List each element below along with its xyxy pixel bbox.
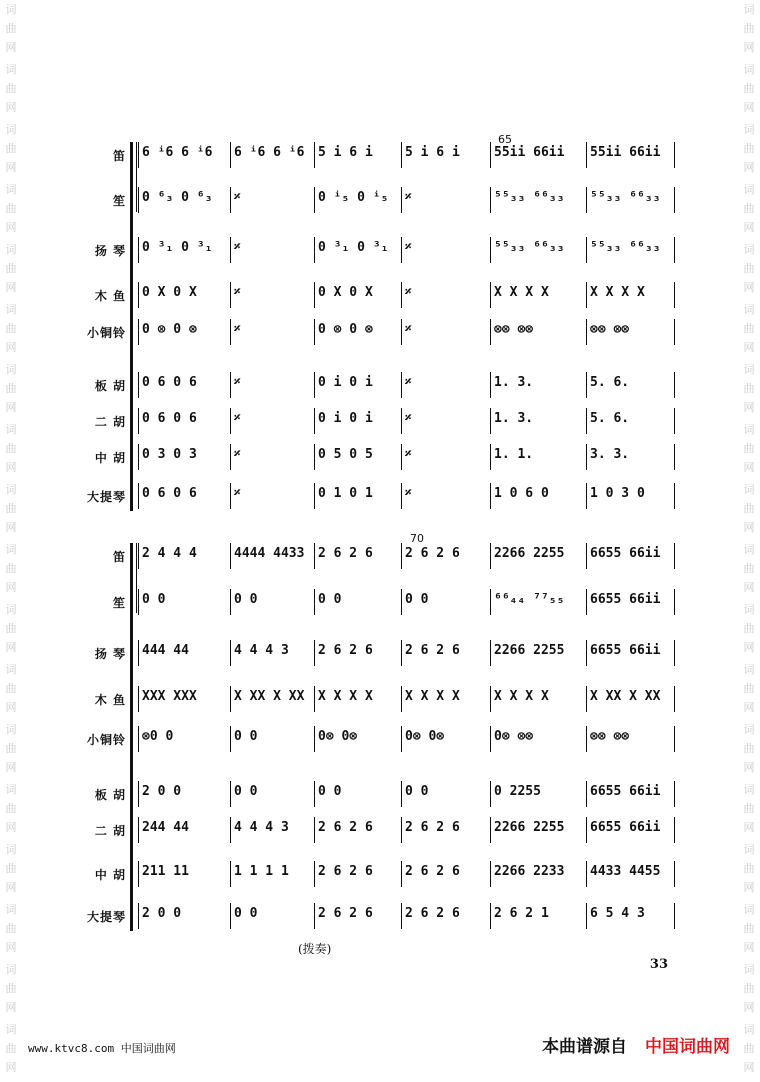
barline xyxy=(401,861,402,887)
barline xyxy=(674,142,675,168)
barline xyxy=(138,543,139,569)
barline xyxy=(230,726,231,752)
barline xyxy=(230,903,231,929)
instrument-name: 二 胡 xyxy=(94,415,126,429)
measure: 5. 6. xyxy=(590,411,630,426)
barline xyxy=(138,861,139,887)
barline xyxy=(401,372,402,398)
barline xyxy=(586,444,587,470)
barline xyxy=(314,282,315,308)
barline xyxy=(586,408,587,434)
measure: 2266 2255 xyxy=(494,643,565,658)
barline xyxy=(490,319,491,345)
instrument-name: 大提琴 xyxy=(86,490,126,504)
measure: 0 ⊗ 0 ⊗ xyxy=(142,322,197,337)
measure: 𝄎 xyxy=(405,486,412,501)
measure: 0 0 xyxy=(405,784,429,799)
barline xyxy=(674,543,675,569)
barline xyxy=(138,483,139,509)
measure: 2 0 0 xyxy=(142,906,182,921)
barline xyxy=(314,237,315,263)
barline xyxy=(230,543,231,569)
barline xyxy=(138,781,139,807)
barline xyxy=(314,726,315,752)
measure: 𝄎 xyxy=(405,447,412,462)
barline xyxy=(314,686,315,712)
measure: 𝄎 xyxy=(405,375,412,390)
measure-number: 70 xyxy=(410,532,424,545)
barline xyxy=(490,372,491,398)
instrument-name: 二 胡 xyxy=(94,824,126,838)
measure: 5. 6. xyxy=(590,375,630,390)
barline xyxy=(138,903,139,929)
instrument-name: 小铜铃 xyxy=(86,326,126,340)
barline xyxy=(490,483,491,509)
measure: 0 ⁶₃ 0 ⁶₃ xyxy=(142,190,213,205)
barline xyxy=(490,444,491,470)
measure: 444 44 xyxy=(142,643,189,658)
measure: 0⊗ 0⊗ xyxy=(318,729,358,744)
instrument-staff xyxy=(138,483,676,509)
measure: X X X X xyxy=(318,689,373,704)
barline xyxy=(401,686,402,712)
measure: 2 6 2 6 xyxy=(405,546,460,561)
barline xyxy=(401,319,402,345)
barline xyxy=(138,408,139,434)
barline xyxy=(490,817,491,843)
measure: 0 0 xyxy=(234,906,258,921)
page-number: 33 xyxy=(649,957,668,972)
barline xyxy=(314,781,315,807)
barline xyxy=(314,817,315,843)
measure: 0 0 xyxy=(318,592,342,607)
measure: 6655 66ii xyxy=(590,546,661,561)
barline xyxy=(401,817,402,843)
measure: 55ii 66ii xyxy=(494,145,565,160)
barline xyxy=(586,372,587,398)
barline xyxy=(138,237,139,263)
barline xyxy=(674,640,675,666)
barline xyxy=(401,781,402,807)
barline xyxy=(230,589,231,615)
barline xyxy=(674,861,675,887)
barline xyxy=(401,726,402,752)
instrument-name: 木 鱼 xyxy=(94,693,126,707)
barline xyxy=(230,237,231,263)
measure: 0 0 xyxy=(234,784,258,799)
measure: XXX XXX xyxy=(142,689,197,704)
barline xyxy=(674,589,675,615)
barline xyxy=(490,589,491,615)
barline xyxy=(586,903,587,929)
measure: 6655 66ii xyxy=(590,592,661,607)
source-label: 本曲谱源自 xyxy=(542,1037,627,1057)
barline xyxy=(138,686,139,712)
barline xyxy=(490,408,491,434)
measure: 2 6 2 6 xyxy=(318,546,373,561)
barline xyxy=(230,817,231,843)
measure: 2 6 2 6 xyxy=(405,906,460,921)
measure: 1 0 6 0 xyxy=(494,486,549,501)
measure: 0 3 0 3 xyxy=(142,447,197,462)
measure: 0 X 0 X xyxy=(142,285,197,300)
measure: 2 6 2 6 xyxy=(405,643,460,658)
barline xyxy=(314,543,315,569)
measure: 0 ⁱ₅ 0 ⁱ₅ xyxy=(318,190,389,205)
measure: 𝄎 xyxy=(234,285,241,300)
barline xyxy=(138,726,139,752)
measure: 0 X 0 X xyxy=(318,285,373,300)
barline xyxy=(138,589,139,615)
barline xyxy=(674,444,675,470)
barline xyxy=(401,187,402,213)
instrument-name: 木 鱼 xyxy=(94,289,126,303)
barline xyxy=(314,861,315,887)
measure: ⁶⁶₄₄ ⁷⁷₅₅ xyxy=(494,592,565,607)
instrument-staff xyxy=(138,686,676,712)
barline xyxy=(490,142,491,168)
barline xyxy=(314,372,315,398)
system-brace xyxy=(130,142,133,511)
measure: 0 ⊗ 0 ⊗ xyxy=(318,322,373,337)
measure: 𝄎 xyxy=(234,240,241,255)
barline xyxy=(586,589,587,615)
barline xyxy=(401,142,402,168)
barline xyxy=(138,817,139,843)
barline xyxy=(674,372,675,398)
measure: 0 2255 xyxy=(494,784,541,799)
instrument-staff xyxy=(138,444,676,470)
measure: 0⊗ 0⊗ xyxy=(405,729,445,744)
barline xyxy=(674,781,675,807)
measure: 2 6 2 6 xyxy=(405,820,460,835)
measure: 6655 66ii xyxy=(590,643,661,658)
instrument-staff xyxy=(138,903,676,929)
barline xyxy=(230,282,231,308)
measure-number: 65 xyxy=(498,133,512,146)
barline xyxy=(401,589,402,615)
barline xyxy=(586,726,587,752)
measure: 0 0 xyxy=(405,592,429,607)
measure: 5 i 6 i xyxy=(405,145,460,160)
barline xyxy=(401,237,402,263)
measure: 6 5 4 3 xyxy=(590,906,645,921)
instrument-staff xyxy=(138,589,676,615)
barline xyxy=(586,781,587,807)
barline xyxy=(586,237,587,263)
measure: 0 6 0 6 xyxy=(142,411,197,426)
barline xyxy=(674,187,675,213)
barline xyxy=(674,903,675,929)
measure: 0 6 0 6 xyxy=(142,486,197,501)
measure: X XX X XX xyxy=(590,689,661,704)
barline xyxy=(586,686,587,712)
instrument-name: 大提琴 xyxy=(86,910,126,924)
measure: 2 4 4 4 xyxy=(142,546,197,561)
instrument-name: 板 胡 xyxy=(94,788,126,802)
measure: X XX X XX xyxy=(234,689,305,704)
barline xyxy=(230,444,231,470)
measure: 𝄎 xyxy=(405,190,412,205)
barline xyxy=(674,686,675,712)
barline xyxy=(230,483,231,509)
barline xyxy=(490,640,491,666)
measure: 4 4 4 3 xyxy=(234,820,289,835)
barline xyxy=(490,686,491,712)
barline xyxy=(674,319,675,345)
measure: ⁵⁵₃₃ ⁶⁶₃₃ xyxy=(494,190,565,205)
measure: 0 1 0 1 xyxy=(318,486,373,501)
measure: ⊗⊗ ⊗⊗ xyxy=(590,322,630,337)
measure: 2 6 2 6 xyxy=(318,906,373,921)
barline xyxy=(674,726,675,752)
barline xyxy=(586,543,587,569)
barline xyxy=(674,817,675,843)
instrument-name: 中 胡 xyxy=(94,868,126,882)
measure: 2 0 0 xyxy=(142,784,182,799)
watermark-right: 词 曲 网 词 曲 网 词 曲 网 词 曲 网 词 曲 网 词 曲 网 词 曲 网 词 曲 网 词 曲 网 词 曲 网 词 曲 网 词 曲 网 词 曲 网 词 曲 网 词 曲 网 词 曲 网 词 曲 网 词 曲 网 xyxy=(743,3,755,1074)
barline xyxy=(230,187,231,213)
instrument-staff xyxy=(138,861,676,887)
measure: 4444 4433 xyxy=(234,546,305,561)
instrument-staff xyxy=(138,640,676,666)
measure: 𝄎 xyxy=(405,411,412,426)
measure: 6655 66ii xyxy=(590,820,661,835)
measure: 𝄎 xyxy=(234,375,241,390)
instrument-name: 笙 xyxy=(112,194,126,208)
measure: 6655 66ii xyxy=(590,784,661,799)
barline xyxy=(490,237,491,263)
measure: ⊗⊗ ⊗⊗ xyxy=(494,322,534,337)
measure: 1. 1. xyxy=(494,447,534,462)
measure: 𝄎 xyxy=(234,322,241,337)
measure: 1 1 1 1 xyxy=(234,864,289,879)
barline xyxy=(230,640,231,666)
barline xyxy=(401,640,402,666)
measure: 0 5 0 5 xyxy=(318,447,373,462)
measure: 6 ⁱ6 6 ⁱ6 xyxy=(142,145,213,160)
measure: 0 ³₁ 0 ³₁ xyxy=(318,240,389,255)
barline xyxy=(314,589,315,615)
measure: 𝄎 xyxy=(405,285,412,300)
system-brace xyxy=(130,543,133,931)
instrument-staff xyxy=(138,142,676,168)
measure: X X X X xyxy=(590,285,645,300)
measure: 𝄎 xyxy=(234,486,241,501)
barline xyxy=(586,483,587,509)
measure: 6 ⁱ6 6 ⁱ6 xyxy=(234,145,305,160)
instrument-staff xyxy=(138,187,676,213)
barline xyxy=(586,861,587,887)
instrument-staff xyxy=(138,726,676,752)
barline xyxy=(230,408,231,434)
instrument-staff xyxy=(138,237,676,263)
barline xyxy=(138,142,139,168)
measure: 55ii 66ii xyxy=(590,145,661,160)
barline xyxy=(138,640,139,666)
instrument-staff xyxy=(138,817,676,843)
measure: 211 11 xyxy=(142,864,189,879)
barline xyxy=(314,142,315,168)
brand-logo[interactable]: 中国词曲网 xyxy=(645,1037,730,1057)
barline xyxy=(230,861,231,887)
group-bracket xyxy=(136,543,137,613)
barline xyxy=(586,142,587,168)
barline xyxy=(401,543,402,569)
measure: 2 6 2 6 xyxy=(405,864,460,879)
measure: X X X X xyxy=(494,689,549,704)
measure: 0 0 xyxy=(318,784,342,799)
measure: 𝄎 xyxy=(405,322,412,337)
pluck-annotation: (拨奏) xyxy=(298,942,332,956)
measure: 0 0 xyxy=(142,592,166,607)
barline xyxy=(138,319,139,345)
instrument-staff xyxy=(138,781,676,807)
barline xyxy=(401,282,402,308)
instrument-staff xyxy=(138,543,676,569)
barline xyxy=(314,903,315,929)
instrument-staff xyxy=(138,282,676,308)
measure: 2 6 2 6 xyxy=(318,864,373,879)
instrument-staff xyxy=(138,408,676,434)
measure: 0 0 xyxy=(234,592,258,607)
barline xyxy=(586,187,587,213)
measure: 2266 2255 xyxy=(494,820,565,835)
barline xyxy=(138,282,139,308)
measure: 3. 3. xyxy=(590,447,630,462)
measure: X X X X xyxy=(405,689,460,704)
instrument-name: 板 胡 xyxy=(94,379,126,393)
measure: 0⊗ ⊗⊗ xyxy=(494,729,534,744)
barline xyxy=(490,543,491,569)
measure: 4433 4455 xyxy=(590,864,661,879)
barline xyxy=(314,640,315,666)
barline xyxy=(314,319,315,345)
barline xyxy=(490,903,491,929)
measure: 1. 3. xyxy=(494,411,534,426)
barline xyxy=(401,903,402,929)
measure: 𝄎 xyxy=(405,240,412,255)
measure: 0 i 0 i xyxy=(318,375,373,390)
measure: 5 i 6 i xyxy=(318,145,373,160)
barline xyxy=(138,444,139,470)
measure: ⁵⁵₃₃ ⁶⁶₃₃ xyxy=(590,240,661,255)
barline xyxy=(230,142,231,168)
barline xyxy=(586,817,587,843)
instrument-staff xyxy=(138,372,676,398)
instrument-name: 扬 琴 xyxy=(94,647,126,661)
footer-source xyxy=(542,1032,730,1057)
measure: 1 0 3 0 xyxy=(590,486,645,501)
barline xyxy=(314,187,315,213)
barline xyxy=(314,444,315,470)
measure: 2266 2233 xyxy=(494,864,565,879)
barline xyxy=(674,237,675,263)
barline xyxy=(674,282,675,308)
barline xyxy=(138,372,139,398)
instrument-staff xyxy=(138,319,676,345)
barline xyxy=(490,861,491,887)
instrument-name: 扬 琴 xyxy=(94,244,126,258)
barline xyxy=(490,781,491,807)
instrument-name: 笙 xyxy=(112,596,126,610)
measure: 2 6 2 6 xyxy=(318,820,373,835)
instrument-name: 小铜铃 xyxy=(86,733,126,747)
measure: 𝄎 xyxy=(234,411,241,426)
barline xyxy=(138,187,139,213)
barline xyxy=(401,408,402,434)
watermark-left: 词 曲 网 词 曲 网 词 曲 网 词 曲 网 词 曲 网 词 曲 网 词 曲 网 词 曲 网 词 曲 网 词 曲 网 词 曲 网 词 曲 网 词 曲 网 词 曲 网 词 曲 网 词 曲 网 词 曲 网 词 曲 网 xyxy=(5,3,17,1074)
barline xyxy=(314,483,315,509)
instrument-name: 笛 xyxy=(112,149,126,163)
barline xyxy=(490,187,491,213)
measure: X X X X xyxy=(494,285,549,300)
instrument-name: 中 胡 xyxy=(94,451,126,465)
barline xyxy=(230,319,231,345)
barline xyxy=(401,483,402,509)
barline xyxy=(230,686,231,712)
barline xyxy=(230,372,231,398)
measure: 4 4 4 3 xyxy=(234,643,289,658)
measure: ⁵⁵₃₃ ⁶⁶₃₃ xyxy=(590,190,661,205)
measure: 2 6 2 1 xyxy=(494,906,549,921)
measure: 1. 3. xyxy=(494,375,534,390)
barline xyxy=(586,319,587,345)
barline xyxy=(586,282,587,308)
barline xyxy=(490,282,491,308)
measure: 0 i 0 i xyxy=(318,411,373,426)
measure: ⊗0 0 xyxy=(142,729,174,744)
group-bracket xyxy=(136,142,137,212)
measure: 2 6 2 6 xyxy=(318,643,373,658)
barline xyxy=(230,781,231,807)
measure: 0 0 xyxy=(234,729,258,744)
instrument-name: 笛 xyxy=(112,550,126,564)
measure: ⊗⊗ ⊗⊗ xyxy=(590,729,630,744)
barline xyxy=(490,726,491,752)
measure: 𝄎 xyxy=(234,447,241,462)
measure: 𝄎 xyxy=(234,190,241,205)
measure: 2266 2255 xyxy=(494,546,565,561)
measure: ⁵⁵₃₃ ⁶⁶₃₃ xyxy=(494,240,565,255)
footer-site-url[interactable]: www.ktvc8.com 中国词曲网 xyxy=(28,1042,176,1055)
barline xyxy=(401,444,402,470)
barline xyxy=(674,483,675,509)
measure: 0 ³₁ 0 ³₁ xyxy=(142,240,213,255)
barline xyxy=(314,408,315,434)
barline xyxy=(586,640,587,666)
barline xyxy=(674,408,675,434)
measure: 244 44 xyxy=(142,820,189,835)
measure: 0 6 0 6 xyxy=(142,375,197,390)
